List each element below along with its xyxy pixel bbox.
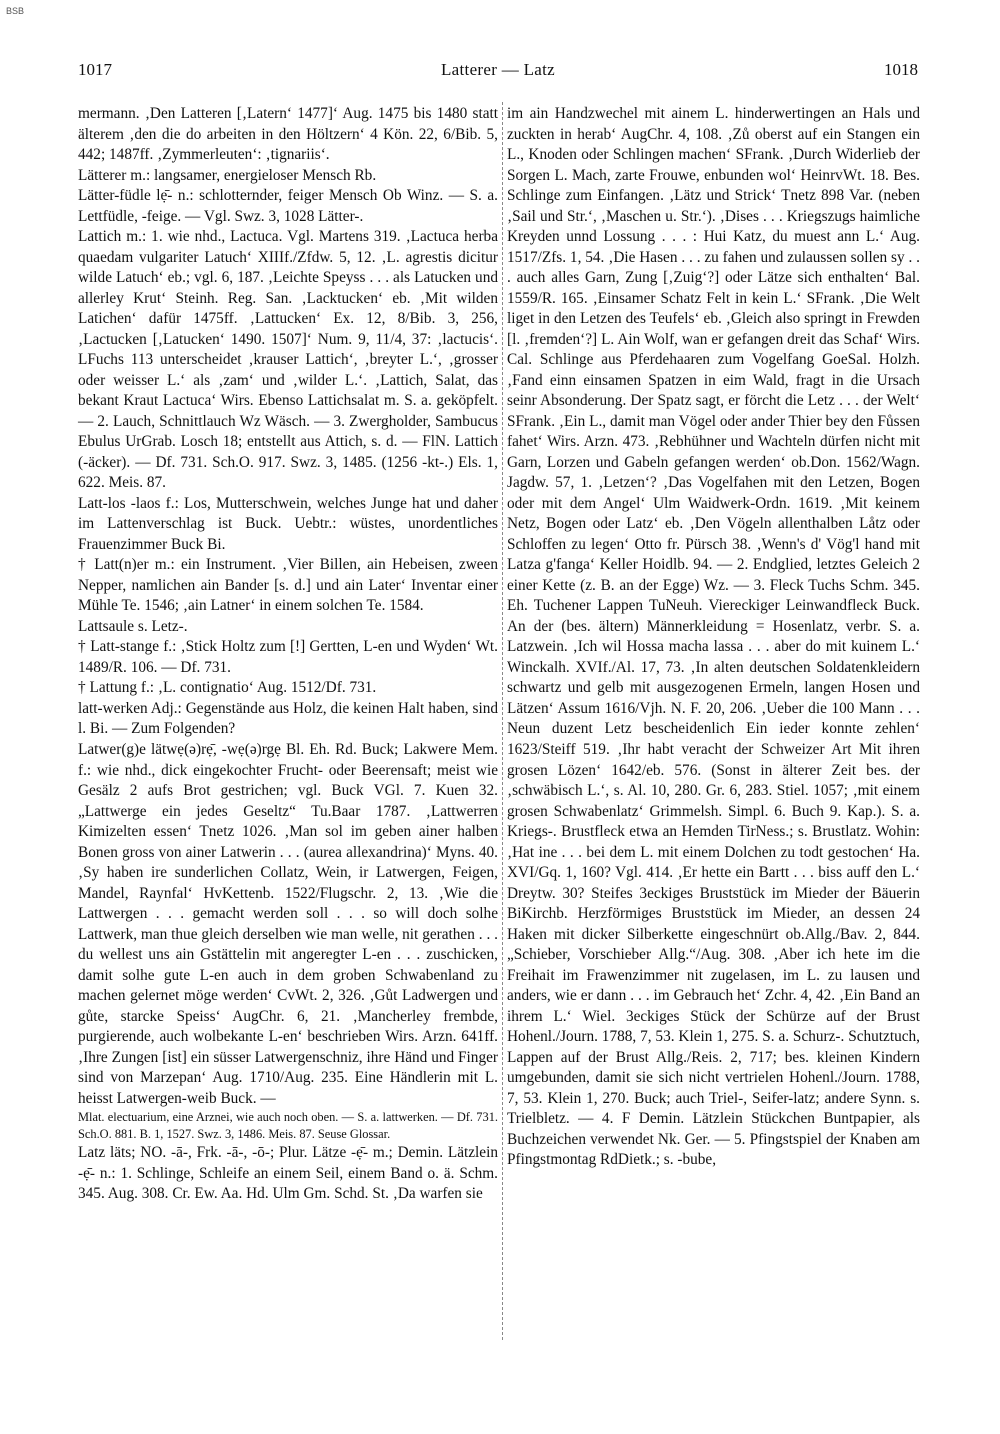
entry-lattich: Lattich m.: 1. wie nhd., Lactuca. Vgl. Martens 319. ‚Lactuca herba quaedam vulgariter Latuch‘ XIIIf./Zfdw. 5, 12. ‚L. agrestis dicitur wilde Latuch‘ eb.; vgl. 6, 187. ‚Leichte Speyss . . . als Latucken und allerley Krut‘ Steinh. Reg. San. ‚Lacktucken‘ eb. ‚Mit wilden Latichen‘ dafür 1475ff. ‚Lattucken‘ Ex. 12, 8/Bib. 3, 256, ‚Lactucken [‚Latucken‘ 1490. 1507]‘ Num. 9, 11/4, 37: ‚lactucis‘. LFuchs 113 unterscheidet ‚krauser Lattich‘, ‚breyter L.‘, ‚grosser oder weisser L.‘ als ‚zam‘ und ‚wilder L.‘. ‚Lattich, Salat, das bekant Kraut Lactuca‘ Wirs. Ebenso Lattichsalat m. S. a. geköpfelt. — 2. Lauch, Schnittlauch Wz Wäsch. — 3. Zwergholder, Sambucus Ebulus UrGrab. Losch 18; entstellt aus Attich, s. d. — FlN. Lattich (-äcker). — Df. 731. Sch.O. 917. Swz. 3, 1485. (1256 -kt-.) Els. 1, 622. Meis. 87. bbox=[78, 228, 498, 492]
page-number-right: 1018 bbox=[884, 60, 918, 79]
entry-lattung: † Lattung f.: ‚L. contignatio‘ Aug. 1512/Df. 731. bbox=[78, 679, 377, 697]
entry-latwerge-notes: Mlat. electuarium, eine Arznei, wie auch noch oben. — S. a. lattwerken. — Df. 731. Sch.O. 881. B. 1, 1527. Swz. 3, 1486. Meis. 87. Seuse Glossar. bbox=[78, 1110, 498, 1142]
running-title: Latterer — Latz bbox=[441, 60, 555, 79]
right-column bbox=[507, 104, 920, 1171]
library-stamp: BSB bbox=[6, 6, 25, 16]
entry-latterer: Lätterer m.: langsamer, energieloser Mensch Rb. bbox=[78, 166, 377, 184]
column-divider bbox=[502, 102, 503, 1340]
entry-lattner: † Latt(n)er m.: ein Instrument. ‚Vier Billen, ain Hebeisen, zween Nepper, namlichen ain Bander [s. d.] und ain Later‘ Inventar einer Mühle Te. 1546; ‚ain Latner‘ in einem solchen Te. 1584. bbox=[78, 556, 498, 615]
entry-continuation: mermann. ‚Den Latteren [‚Latern‘ 1477]‘ Aug. 1475 bis 1480 statt älterem ‚den die do arbeiten in den Höltzern‘ 4 Kön. 22, 6/Bib. 5, 442; 1487ff. ‚Zymmerleuten‘: ‚tignariis‘. bbox=[78, 105, 498, 164]
entry-latt-stange: † Latt-stange f.: ‚Stick Holtz zum [!] Gertten, L-en und Wyden‘ Wt. 1489/R. 106. — Df. 731. bbox=[78, 638, 498, 676]
entry-latt-los: Latt-los -laos f.: Los, Mutterschwein, welches Junge hat und daher im Lattenverschlag ist Buck. Uebtr.: wüstes, unordentliches Frauenzimmer Buck Bi. bbox=[78, 494, 498, 553]
entry-latz: Latz läts; NO. -ā-, Frk. -ā-, -ō-; Plur. Lätze -ẹ̄- m.; Demin. Lätzlein -ẹ̄- n.: 1. Schlinge, Schleife an einem Seil, einem Band o. ä. Schm. 345. Aug. 308. Cr. Ew. Aa. Hd. Ulm Gm. Schd. St. ‚Da warfen sie bbox=[78, 1144, 498, 1203]
entry-latz-continuation: im ain Handzwechel mit ainem L. hinderwertingen an Hals und zuckten in herab‘ AugChr. 4, 108. ‚Zů oberst auf ein Stangen ein L., Knoden oder Schlingen machen‘ SFrank. ‚Durch Widerlieb der Sorgen L. Mach, zarte Frouwe, enbunden wol‘ HeinrvWt. 18. Bes. Schlinge zum Einfangen. ‚Lätz und Strick‘ Tnetz 898 Var. (neben ‚Sail und Str.‘, ‚Maschen u. Str.‘). ‚Dises . . . Kriegszugs haimliche Kreyden unnd Lossung . . . : Hui Katz, du muest ann L.‘ Aug. 1517/Zfs. 1, 54. ‚Die Hasen . . . zu fahen und zulaussen sollen sy . . . auch alles Garn, Zung [‚Zuig‘?] oder Lätze sich enthalten‘ Bal. 1559/R. 165. ‚Einsamer Schatz Felt in kein L.‘ SFrank. ‚Die Welt liget in den Letzen des Teufels‘ eb. ‚Gleich also springt in Frewden [l. ‚fremden‘?] L. Ain Wolf, wan er gefangen dreit das Schaf‘ Wirs. Cal. Schlinge aus Pferdehaaren zum Vogelfang GoeSal. Holzh. ‚Fand einn einsamen Spatzen in eim Wald, fragt in die Ursach seinr Absonderung. Der Spatz sagt, er förcht die Letz . . . der Welt‘ SFrank. ‚Ein L., damit man Vögel oder ander Thier bey den Fůssen fahet‘ Wirs. Arzn. 473. ‚Rebhühner und Wachteln dürfen nicht mit Garn, Lorzen und Gabeln gefangen werden‘ ob.Don. 1562/Wagn. Jagdw. 57, 1. ‚Letzen‘? ‚Das Vogelfahen mit den Letzen, Bogen oder mit dem Angel‘ Ulm Waidwerk-Ordn. 1619. ‚Mit keinem Netz, Bogen oder Latz‘ eb. ‚Den Vögeln allenthalben Låtz oder Schloffen zu legen‘ Otto fr. Pürsch 38. ‚Wenn's d' Vög'l hand mit Latza g'fanga‘ Keller Hoidlb. 94. — 2. Endglied, letztes Geleich 2 einer Kette (z. B. an der Egge) Wz. — 3. Fleck Tuchs Schm. 345. Eh. Tuchener Lappen TuNeuh. Viereckiger Leinwandfleck Buck. An der (bes. ältern) Männerkleidung = Hosenlatz, verbr. S. a. Latzwein. ‚Ich wil Hossa macha lassa . . . aber do mit kuinem L.‘ Winckalh. XVIf./Al. 17, 73. ‚In alten deutschen Soldatenkleidern schwartz und gelb mit ausgezogenen Ermeln, langen Hosen und Lätzen‘ Assum 1616/Vjh. N. F. 20, 206. ‚Ueber die 100 Mann . . . Neun duzent Letz bescheidenlich Ein ieder konnte zehlen‘ 1623/Steiff 519. ‚Ihr habt veracht der Schweizer Art Mit ihren grosen Lözen‘ 1642/eb. 576. (Sonst in älterer Zeit bes. der ‚schwäbisch L.‘, s. Al. 10, 280. Gr. 6, 283. Stiel. 1057; ‚mit einem grosen Schwabenlatz‘ Grimmelsh. Simpl. 6. Buch 9. Kap.). S. a. Kriegs-. Brustfleck etwa an Hemden TirNess.; s. Brustlatz. Wohin: ‚Hat ine . . . bei dem L. mit einem Dolchen zu todt gestochen‘ Ha. XVI/Gq. 1, 160? Vgl. 414. ‚Er hette ein Bartt . . . biss auff den L.‘ Dreytw. 30? Steifes 3eckiges Bruststück im Mieder der Bäuerin BiKirchb. Herzförmiges Bruststück im Mieder, an dessen 24 Haken mit dicker Silberkette eingeschnürt ob.Allg./Bav. 2, 844. „Schieber, Vorschieber Allg.“/Aug. 308. ‚Aber ich hete im die Freihait im Frawenzimmer nit zugelasen, im L. zu lausen und anders, wie er dann . . . im Gebrauch het‘ Zchr. 4, 42. ‚Ein Band an ihrem L.‘ Wiel. 3eckiges Stück der Schürze auf der Brust Hohenl./Journ. 1788, 7, 53. Klein 1, 275. S. a. Schurz-. Schutztuch, Lappen auf der Brust Allg./Reis. 2, 717; bes. kleinen Kindern umgebunden, damit sie sich nicht vertrielen Hohenl./Journ. 1788, 7, 53. Klein 1, 270. Buck; auch Triel-, Seifer-latz; andere Synn. s. Trielbletz. — 4. F Demin. Lätzlein Stückchen Buntpapier, als Buchzeichen verwendet Nk. Ger. — 5. Pfingstspiel der Knaben am Pfingstmontag RdDietk.; s. -bube, bbox=[507, 105, 920, 1169]
left-column bbox=[78, 104, 498, 1205]
page-header bbox=[78, 60, 918, 88]
entry-latt-werken: latt-werken Adj.: Gegenstände aus Holz, die keinen Halt haben, sind l. Bi. — Zum Folgenden? bbox=[78, 699, 498, 738]
entry-latwerge: Latwer(g)e lätwẹ(ə)rẹ̄, -wẹ(ə)rgẹ Bl. Eh. Rd. Buck; Lakwere Mem. f.: wie nhd., dick eingekochter Frucht- oder Beerensaft; meist wie Gesälz 2 aufs Brot gestrichen; vgl. Buck VGl. 7. Kuen 32. „Lattwerge ein jedes Geseltz“ Tu.Baar 1787. ‚Lattwerren Kimizelten essen‘ Tnetz 1026. ‚Man sol im geben ainer halben Bonen gross von ainer Latwerin . . . (aurea allexandrina)‘ Myns. 40. ‚Sy haben ire sunderlichen Collatz, Wein, ir Latwergen, Feigen, Mandel, Raynfal‘ HvKettenb. 1522/Flugschr. 2, 13. ‚Wie die Lattwergen . . . gemacht werden soll . . . so will doch solhe Lattwerk, man thue gleich derselben wie man welle, nit gerathen . . . du wellest uns ain Gstättelin mit angeregter L-en . . . zuschicken, damit solhe gute L-en auch in dem groben Schwabenland zu machen gelernet möge werden‘ CvWt. 2, 326. ‚Gůt Ladwergen und gůte, starcke Speiss‘ AugChr. 6, 21. ‚Mancherley frembde, purgierende, auch wolbekante L-en‘ beschrieben Wirs. Arzn. 641ff. ‚Ihre Zungen [ist] ein süsser Latwergenschniz, ihre Händ und Finger sind von Marzepan‘ Aug. 1710/Aug. 235. Eine Händlerin mit L. heisst Latwergen-weib Buck. — bbox=[78, 740, 498, 1107]
entry-latter-fudle: Lätter-füdle lẹ̄- n.: schlotternder, feiger Mensch Ob Winz. — S. a. Lettfüdle, -feige. — Vgl. Swz. 3, 1028 Lätter-. bbox=[78, 187, 498, 225]
page-number-left: 1017 bbox=[78, 60, 112, 79]
entry-lattsaule: Lattsaule s. Letz-. bbox=[78, 617, 188, 635]
